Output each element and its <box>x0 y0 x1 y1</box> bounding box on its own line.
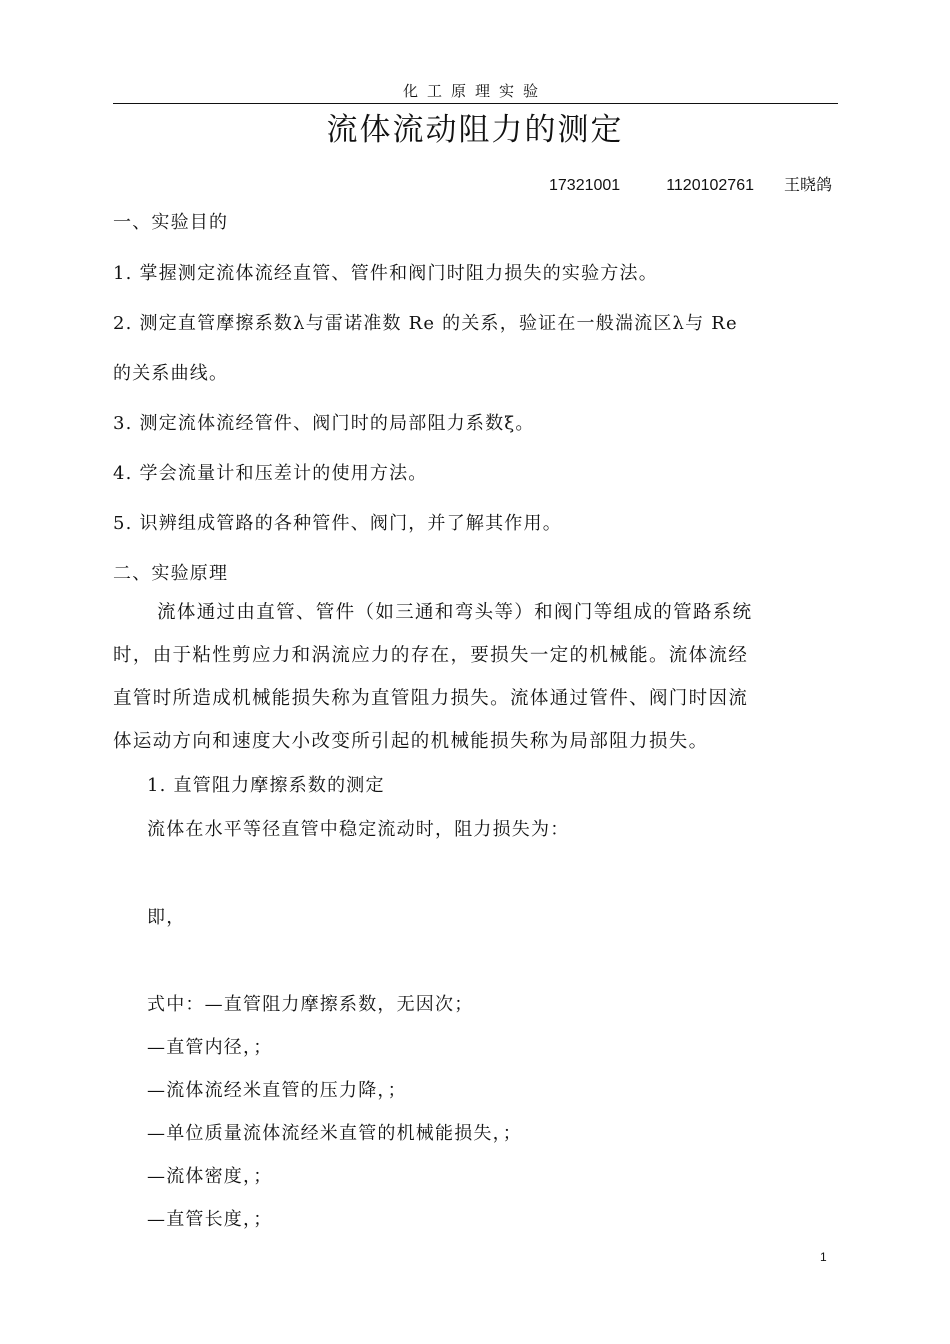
objective-item: 4. 学会流量计和压差计的使用方法。 <box>113 463 428 484</box>
objective-item: 2. 测定直管摩擦系数λ与雷诺准数 Re 的关系，验证在一般湍流区λ与 Re <box>113 313 738 334</box>
objective-item: 5. 识辨组成管路的各种管件、阀门，并了解其作用。 <box>113 513 562 534</box>
body-line: 即， <box>147 907 186 928</box>
subsection-heading: 1. 直管阻力摩擦系数的测定 <box>147 775 385 796</box>
symbol-definition: —流体密度，； <box>147 1166 273 1187</box>
symbol-definition: —直管长度，； <box>147 1209 273 1230</box>
section-heading-principle: 二、实验原理 <box>113 563 229 584</box>
objective-item: 3. 测定流体流经管件、阀门时的局部阻力系数ξ。 <box>113 413 535 434</box>
running-header: 化工原理实验 <box>402 82 547 100</box>
paragraph-line: 体运动方向和速度大小改变所引起的机械能损失称为局部阻力损失。 <box>113 731 709 752</box>
objective-item: 1. 掌握测定流体流经直管、管件和阀门时阻力损失的实验方法。 <box>113 263 658 284</box>
author-name: 王晓鸽 <box>783 175 832 194</box>
symbol-definition: —直管内径，； <box>147 1037 273 1058</box>
paragraph-line: 时，由于粘性剪应力和涡流应力的存在，要损失一定的机械能。流体流经 <box>113 645 749 666</box>
document-title: 流体流动阻力的测定 <box>326 112 624 148</box>
paragraph-line: 直管时所造成机械能损失称为直管阻力损失。流体通过管件、阀门时因流 <box>113 688 749 709</box>
author-line <box>549 172 832 195</box>
page-number: 1 <box>820 1250 827 1264</box>
body-line: 式中：—直管阻力摩擦系数，无因次； <box>147 994 474 1015</box>
course-number: 17321001 <box>549 177 621 194</box>
objective-item-continuation: 的关系曲线。 <box>113 363 229 384</box>
symbol-definition: —单位质量流体流经米直管的机械能损失，； <box>147 1123 522 1144</box>
symbol-definition: —流体流经米直管的压力降，； <box>147 1080 407 1101</box>
section-heading-objectives: 一、实验目的 <box>113 212 229 233</box>
student-id: 1120102761 <box>666 177 754 194</box>
paragraph-line: 流体通过由直管、管件（如三通和弯头等）和阀门等组成的管路系统 <box>157 602 753 623</box>
body-line: 流体在水平等径直管中稳定流动时，阻力损失为： <box>147 819 570 840</box>
